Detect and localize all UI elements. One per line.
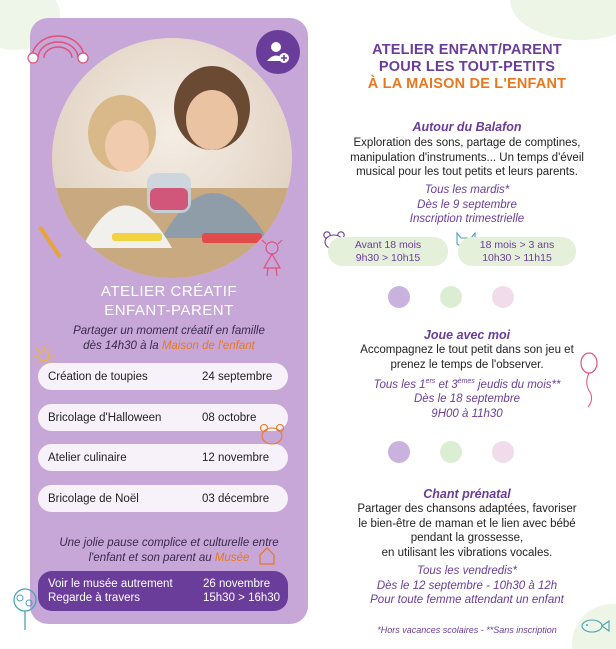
chant-schedule: Tous les vendredis* Dès le 12 septembre - 10h30 à 12h Pour toute femme attendant un enfant [370, 565, 564, 606]
decor-circle-top-right [510, 0, 616, 40]
musee-event-row: Voir le musée autrement Regarde à travers 26 novembre 15h30 > 16h30 [38, 571, 288, 611]
girl-doodle-icon [258, 238, 290, 278]
card-title: ATELIER CRÉATIF ENFANT-PARENT [100, 283, 238, 319]
balafon-description: Exploration des sons, partage de comptines, manipulation d'instruments... Un temps d'éveil musical pour les tout petits et leurs parents. [350, 137, 584, 178]
pencil-doodle-icon [36, 223, 66, 263]
joue-description: Accompagnez le tout petit dans son jeu et prenez le temps de l'observer. [360, 344, 574, 371]
age-group-pill: 18 mois > 3 ans 10h30 > 11h15 [458, 237, 576, 266]
divider-dot [388, 286, 410, 308]
footnote: *Hors vacances scolaires - **Sans inscription [377, 625, 557, 635]
atelier-creatif-card [30, 18, 308, 624]
joue-schedule: Tous les 1ers et 3èmes jeudis du mois** Dès le 18 septembre 9H00 à 11h30 [373, 378, 561, 420]
balafon-schedule: Tous les mardis* Dès le 9 septembre Inscription trimestrielle [409, 184, 525, 225]
chant-title: Chant prénatal [423, 487, 511, 501]
workshop-row: Atelier culinaire 12 novembre [38, 444, 288, 471]
divider-dot [388, 441, 410, 463]
balafon-title: Autour du Balafon [412, 120, 522, 134]
house-icon [258, 546, 276, 566]
workshop-row: Bricolage de Noël 03 décembre [38, 485, 288, 512]
fish-icon [580, 618, 610, 634]
divider-dot [440, 441, 462, 463]
right-header: ATELIER ENFANT/PARENT POUR LES TOUT-PETITS À LA MAISON DE L'ENFANT [367, 42, 567, 92]
chant-description: Partager des chansons adaptées, favoriser le bien-être de maman et le lien avec bébé pendant la grossesse, en utilisant les vibrations vocales. [357, 503, 577, 559]
mother-child-photo [52, 38, 292, 278]
divider-dot [440, 286, 462, 308]
rainbow-icon [24, 28, 92, 64]
user-add-icon [265, 39, 291, 65]
age-group-pill: Avant 18 mois 9h30 > 10h15 [328, 237, 448, 266]
card-subtitle: Partager un moment créatif en famille dès 14h30 à la Maison de l'enfant [73, 325, 265, 352]
divider-dot [492, 286, 514, 308]
bear-icon [258, 423, 286, 445]
joue-title: Joue avec moi [423, 328, 511, 342]
musee-intro: Une jolie pause complice et culturelle entre l'enfant et son parent au Musée [59, 537, 279, 564]
workshop-row: Bricolage d'Halloween 08 octobre [38, 404, 288, 431]
balloon-icon [578, 352, 600, 408]
user-add-button[interactable] [256, 30, 300, 74]
maison-enfant-link[interactable]: Maison de l'enfant [161, 340, 255, 352]
tree-icon [8, 586, 42, 632]
divider-dot [492, 441, 514, 463]
workshop-row: Création de toupies 24 septembre [38, 363, 288, 390]
musee-link[interactable]: Musée [214, 552, 250, 564]
